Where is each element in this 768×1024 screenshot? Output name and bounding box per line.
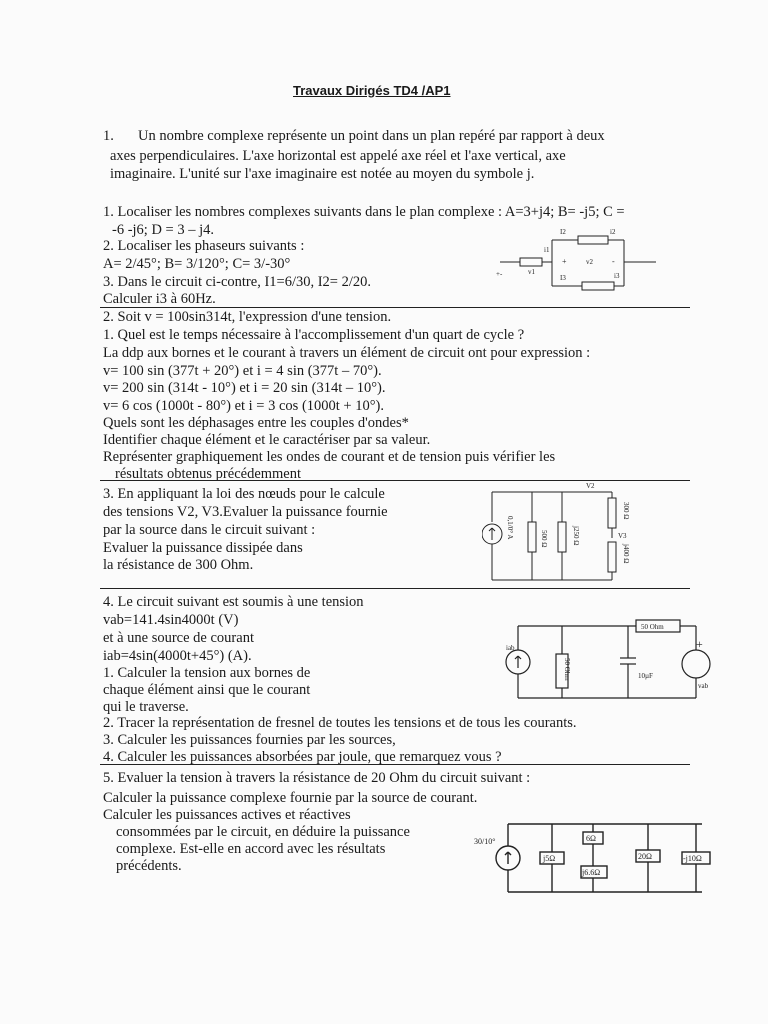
ex5-line-4: consommées par le circuit, en déduire la puissance — [116, 824, 410, 840]
ex2-line-2: La ddp aux bornes et le courant à travers un élément de circuit ont pour expression : — [103, 345, 591, 361]
ex3-line-3: par la source dans le circuit suivant : — [103, 522, 316, 538]
ex1-intro-3: imaginaire. L'unité sur l'axe imaginaire est notée au moyen du symbole j. — [110, 166, 535, 182]
ex2-line-6: Quels sont les déphasages entre les couples d'ondes* — [103, 415, 409, 431]
ex2-line-1: 1. Quel est le temps nécessaire à l'accomplissement d'un quart de cycle ? — [103, 327, 525, 343]
c4-label-plus: + — [696, 637, 703, 651]
ex4-line-4: iab=4sin(4000t+45°) (A). — [103, 648, 252, 664]
c5-label-r20: 20Ω — [638, 852, 652, 861]
ex3-line-5: la résistance de 300 Ohm. — [103, 557, 254, 573]
ex1-intro-2: axes perpendiculaires. L'axe horizontal est appelé axe réel et l'axe vertical, axe — [110, 148, 566, 164]
divider-3 — [100, 588, 690, 589]
c5-label-mj10: -j10Ω — [683, 854, 702, 863]
c1-label-arrow: +- — [496, 270, 503, 278]
ex3-line-2: des tensions V2, V3.Evaluer la puissance fournie — [103, 504, 388, 520]
ex4-line-6: chaque élément ainsi que le courant — [103, 682, 311, 698]
c3-label-src: 0,1/0° A — [506, 516, 514, 540]
ex2-line-7: Identifier chaque élément et le caractériser par sa valeur. — [103, 432, 431, 448]
ex5-line-2: Calculer la puissance complexe fournie par la source de courant. — [103, 790, 478, 806]
ex4-line-8: 2. Tracer la représentation de fresnel de toutes les tensions et de tous les courants. — [103, 715, 577, 731]
c3-label-v3: V3 — [618, 532, 627, 540]
ex4-line-7: qui le traverse. — [103, 699, 189, 715]
page-title: Travaux Dirigés TD4 /AP1 — [293, 83, 451, 98]
c3-label-v2: V2 — [586, 482, 595, 490]
c1-label-minus: - — [612, 257, 615, 266]
circuit-1 — [490, 226, 660, 292]
divider-4 — [100, 764, 690, 765]
ex5-line-5: complexe. Est-elle en accord avec les résultats — [116, 841, 386, 857]
circuit-4 — [500, 614, 720, 704]
ex1-q2: 2. Localiser les phaseurs suivants : — [103, 238, 305, 254]
ex4-line-10: 4. Calculer les puissances absorbées par joule, que remarquez vous ? — [103, 749, 502, 765]
c3-label-r3: 300 Ω — [622, 502, 630, 520]
ex4-line-3: et à une source de courant — [103, 630, 254, 646]
ex2-line-3: v= 100 sin (377t + 20°) et i = 4 sin (377t – 70°). — [103, 363, 382, 379]
c1-label-v2: v2 — [586, 258, 593, 266]
ex5-line-6: précédents. — [116, 858, 182, 874]
ex4-line-9: 3. Calculer les puissances fournies par les sources, — [103, 732, 396, 748]
ex4-line-2: vab=141.4sin4000t (V) — [103, 612, 239, 628]
ex2-line-5: v= 6 cos (1000t - 80°) et i = 3 cos (1000t + 10°). — [103, 398, 384, 414]
c1-label-i2: i2 — [610, 228, 616, 236]
ex1-q1a: 1. Localiser les nombres complexes suivants dans le plan complexe : A=3+j4; B= -j5; C = — [103, 204, 625, 220]
c1-label-I2: I2 — [560, 228, 566, 236]
ex2-line-8: Représenter graphiquement les ondes de courant et de tension puis vérifier les — [103, 449, 556, 465]
ex1-intro-1: Un nombre complexe représente un point dans un plan repéré par rapport à deux — [138, 128, 605, 144]
c3-label-r4: j400 Ω — [622, 544, 630, 564]
c4-label-vab: vab — [698, 682, 709, 690]
c4-label-r50v: 50 Ohm — [563, 658, 571, 681]
ex3-line-1: 3. En appliquant la loi des nœuds pour le calcule — [103, 486, 385, 502]
c1-label-v1: v1 — [528, 268, 535, 276]
c5-label-j66: j6.6Ω — [582, 868, 601, 877]
ex5-line-1: 5. Evaluer la tension à travers la résistance de 20 Ohm du circuit suivant : — [103, 770, 531, 786]
c1-label-i3: i3 — [614, 272, 620, 280]
ex2-line-4: v= 200 sin (314t - 10°) et i = 20 sin (314t – 10°). — [103, 380, 386, 396]
ex3-line-4: Evaluer la puissance dissipée dans — [103, 540, 303, 556]
circuit-5 — [472, 818, 718, 898]
c3-label-r2: j250 Ω — [572, 526, 580, 546]
c5-label-src: 30/10° — [474, 837, 496, 846]
ex2-last: résultats obtenus précédemment — [115, 466, 302, 482]
c1-label-I3: I3 — [560, 274, 566, 282]
c1-label-i1: i1 — [544, 246, 550, 254]
ex1-q3: 3. Dans le circuit ci-contre, I1=6/30, I2= 2/20. — [103, 274, 372, 290]
c4-label-cap: 10µF — [638, 672, 653, 680]
ex1-number: 1. — [103, 128, 114, 144]
ex1-q1b: -6 -j6; D = 3 – j4. — [112, 222, 215, 238]
ex2-head: 2. Soit v = 100sin314t, l'expression d'une tension. — [103, 309, 392, 325]
ex5-line-3: Calculer les puissances actives et réactives — [103, 807, 351, 823]
ex1-q3b: Calculer i3 à 60Hz. — [103, 291, 216, 307]
divider-2 — [100, 480, 690, 481]
c1-label-plus: + — [562, 257, 567, 266]
c4-label-r50h: 50 Ohm — [641, 623, 664, 631]
c5-label-r6: 6Ω — [586, 834, 596, 843]
ex4-line-5: 1. Calculer la tension aux bornes de — [103, 665, 311, 681]
c5-label-j5: j5Ω — [543, 854, 556, 863]
ex1-q2-values: A= 2/45°; B= 3/120°; C= 3/-30° — [103, 256, 291, 272]
c4-label-iab: iab — [506, 644, 515, 652]
divider-1 — [100, 307, 690, 308]
c3-label-r1: 500 Ω — [540, 530, 548, 548]
circuit-3 — [482, 482, 642, 588]
ex4-line-1: 4. Le circuit suivant est soumis à une tension — [103, 594, 364, 610]
